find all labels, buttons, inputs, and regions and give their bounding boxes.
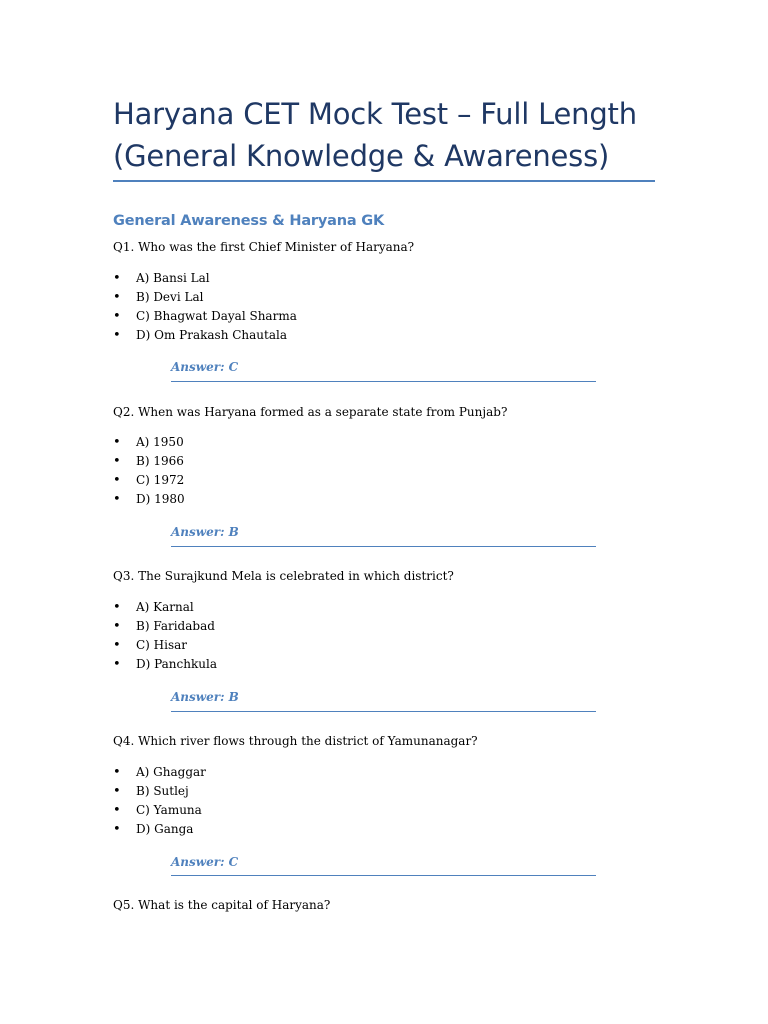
answer-3-underline: [171, 711, 596, 712]
answer-3: Answer: B: [171, 690, 239, 704]
option-text: D) 1980: [136, 492, 185, 506]
bullet-icon: •: [113, 435, 121, 450]
option-text: A) 1950: [136, 435, 184, 449]
option-text: B) Sutlej: [136, 784, 189, 798]
bullet-icon: •: [113, 638, 121, 653]
section-heading: General Awareness & Haryana GK: [113, 213, 384, 229]
option-text: B) Faridabad: [136, 619, 215, 633]
bullet-icon: •: [113, 492, 121, 507]
bullet-icon: •: [113, 271, 121, 286]
answer-1: Answer: C: [171, 360, 239, 374]
question-1: Q1. Who was the first Chief Minister of Haryana?: [113, 240, 415, 254]
question-2: Q2. When was Haryana formed as a separate state from Punjab?: [113, 405, 508, 419]
bullet-icon: •: [113, 473, 121, 488]
answer-2-underline: [171, 546, 596, 547]
option-text: A) Ghaggar: [136, 765, 206, 779]
option-text: D) Om Prakash Chautala: [136, 328, 288, 342]
bullet-icon: •: [113, 657, 121, 672]
option-text: C) Bhagwat Dayal Sharma: [136, 309, 297, 323]
bullet-icon: •: [113, 328, 121, 343]
option-text: B) Devi Lal: [136, 290, 204, 304]
title-underline: [113, 180, 655, 182]
question-3: Q3. The Surajkund Mela is celebrated in which district?: [113, 569, 454, 583]
option-text: B) 1966: [136, 454, 184, 468]
bullet-icon: •: [113, 784, 121, 799]
option-text: A) Karnal: [136, 600, 194, 614]
answer-1-underline: [171, 381, 596, 382]
answer-4-underline: [171, 875, 596, 876]
bullet-icon: •: [113, 600, 121, 615]
bullet-icon: •: [113, 765, 121, 780]
question-5: Q5. What is the capital of Haryana?: [113, 898, 331, 912]
bullet-icon: •: [113, 822, 121, 837]
document-title: Haryana CET Mock Test – Full Length (General Knowledge & Awareness): [113, 97, 637, 173]
option-text: C) Yamuna: [136, 803, 202, 817]
bullet-icon: •: [113, 454, 121, 469]
option-text: A) Bansi Lal: [136, 271, 210, 285]
bullet-icon: •: [113, 803, 121, 818]
option-text: C) 1972: [136, 473, 185, 487]
option-text: D) Ganga: [136, 822, 194, 836]
question-4: Q4. Which river flows through the district of Yamunanagar?: [113, 734, 478, 748]
bullet-icon: •: [113, 309, 121, 324]
answer-4: Answer: C: [171, 855, 239, 869]
option-text: C) Hisar: [136, 638, 188, 652]
bullet-icon: •: [113, 619, 121, 634]
option-text: D) Panchkula: [136, 657, 217, 671]
answer-2: Answer: B: [171, 525, 239, 539]
bullet-icon: •: [113, 290, 121, 305]
